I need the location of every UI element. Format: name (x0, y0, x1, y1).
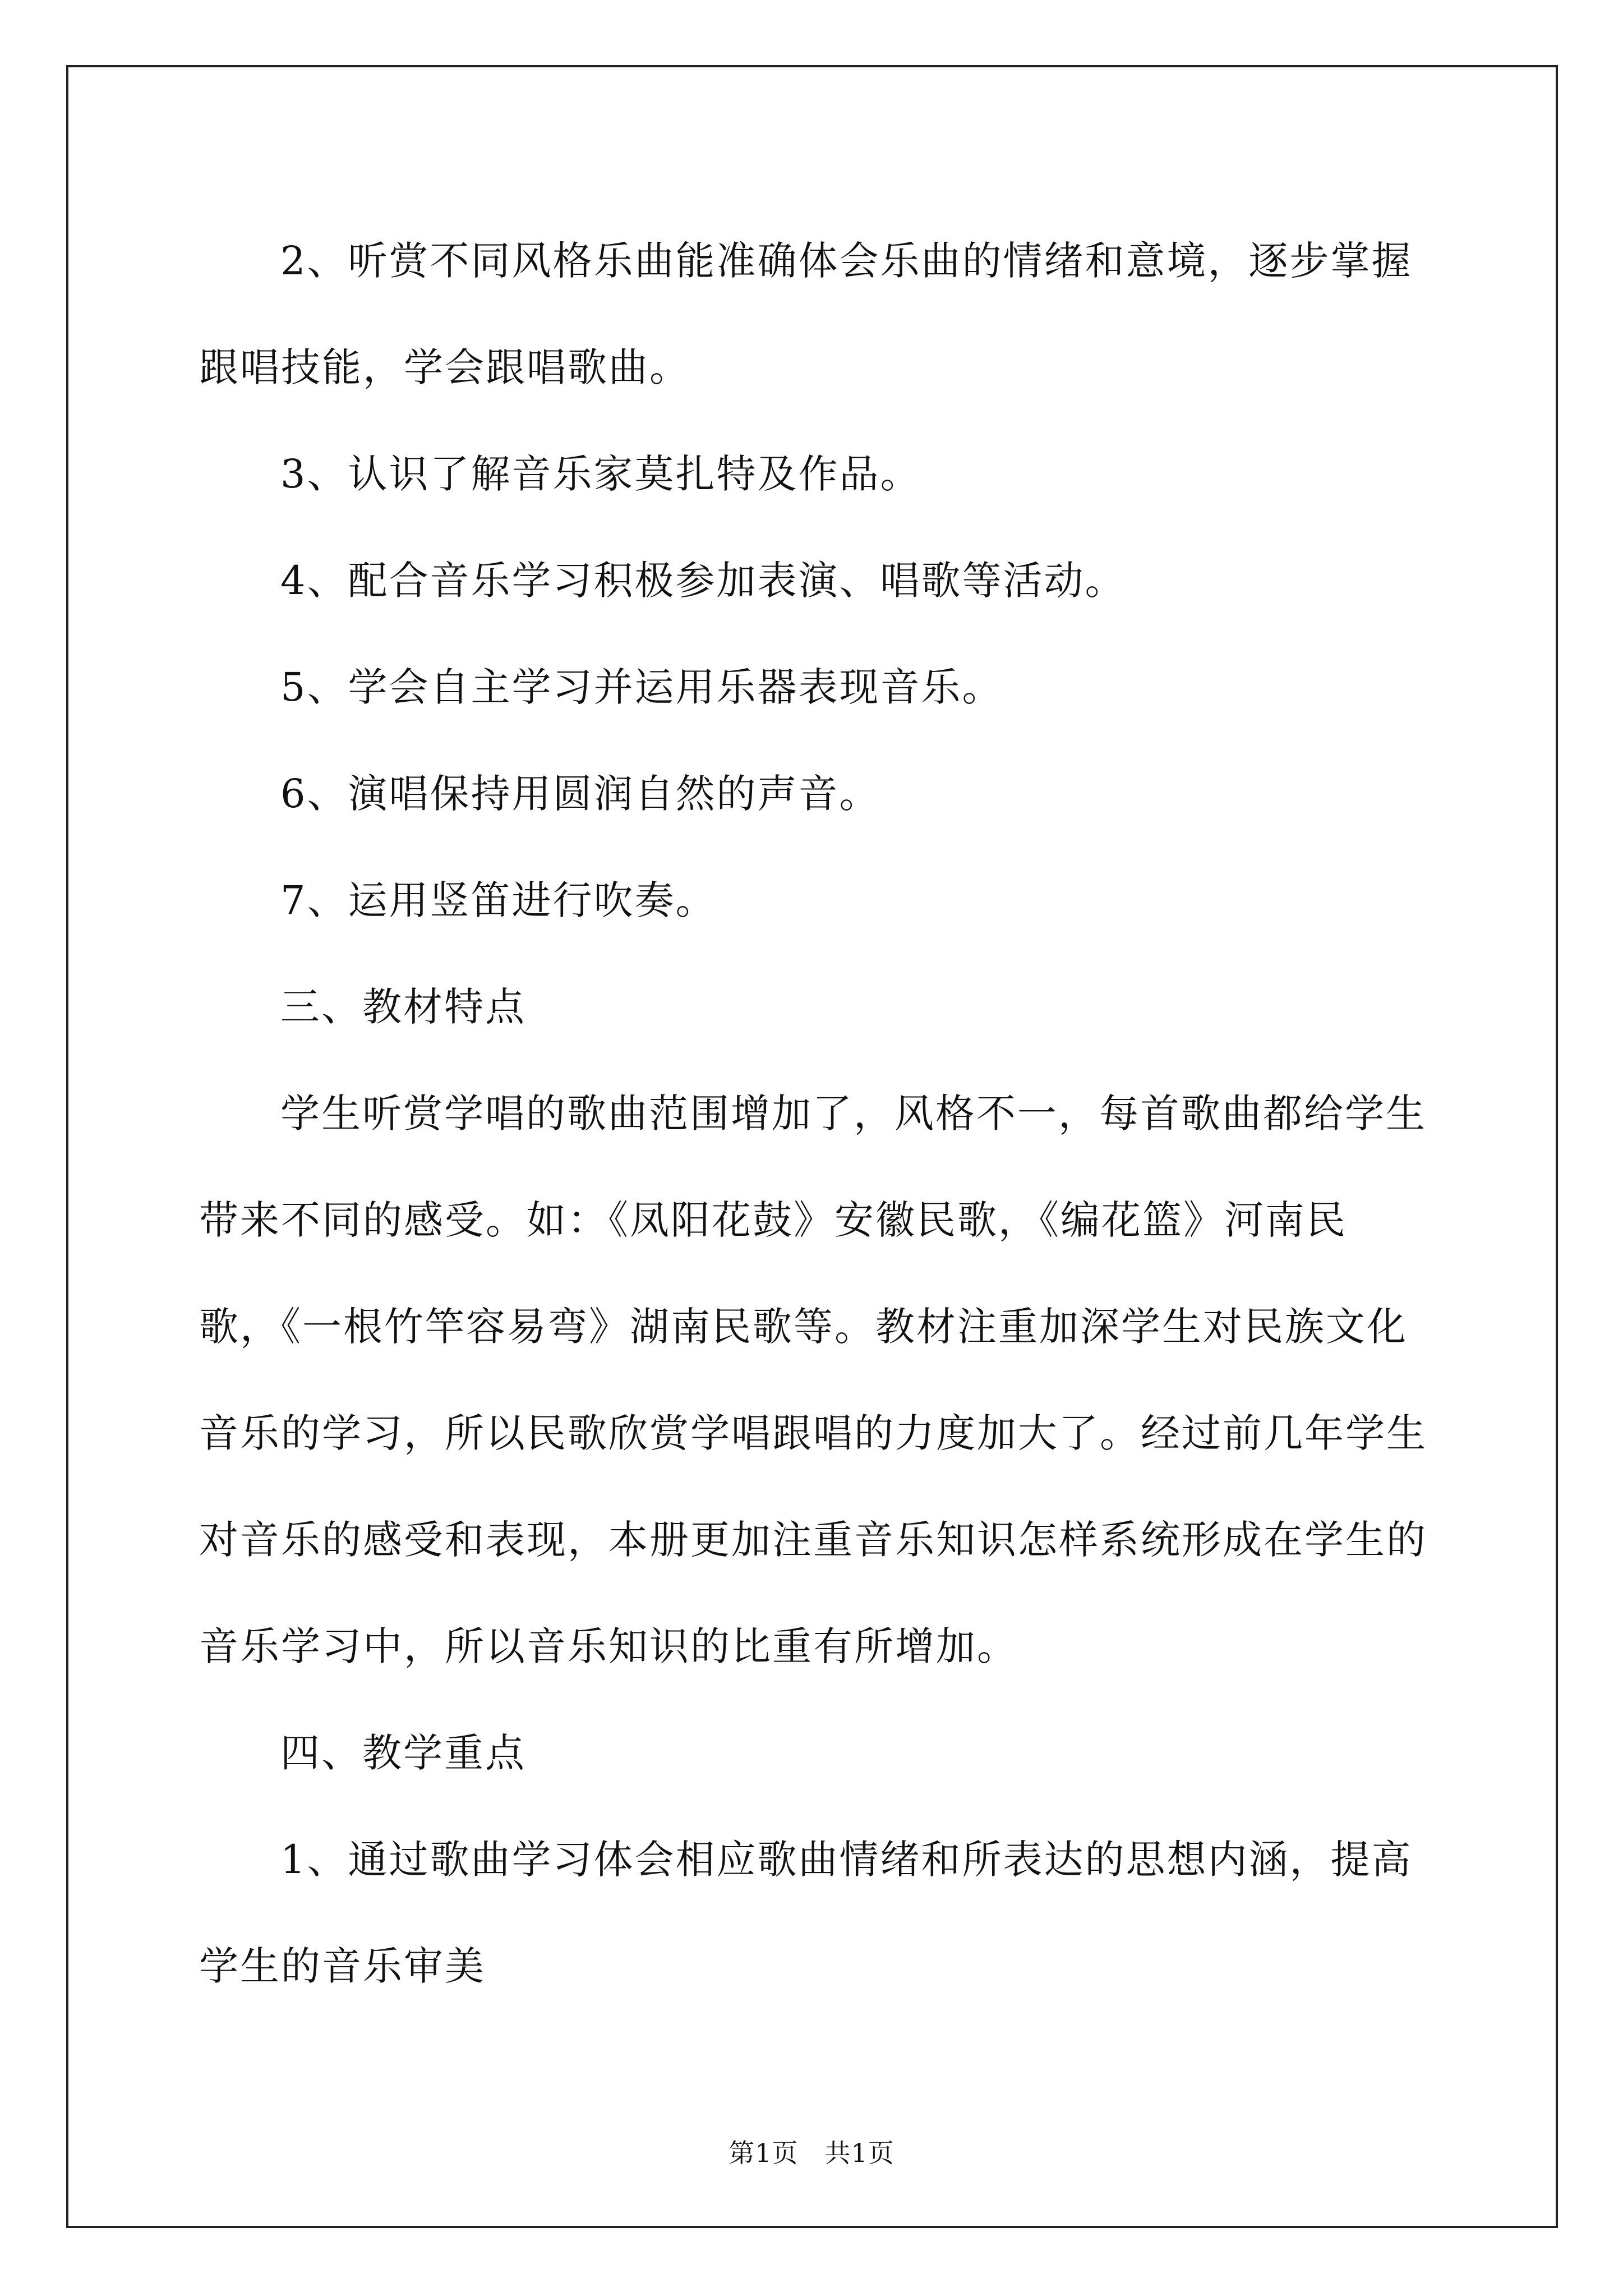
paragraph-textbook-features: 学生听赏学唱的歌曲范围增加了，风格不一，每首歌曲都给学生带来不同的感受。如：《凤阳花鼓》安徽民歌，《编花篮》河南民歌，《一根竹竿容易弯》湖南民歌等。教材注重加深学生对民族文化音乐的学习，所以民歌欣赏学唱跟唱的力度加大了。经过前几年学生对音乐的感受和表现，本册更加注重音乐知识怎样系统形成在学生的音乐学习中，所以音乐知识的比重有所增加。 (199, 1091, 1427, 1669)
page-footer: 第1页 共1页 (728, 2138, 895, 2168)
paragraph-objective-3: 3、认识了解音乐家莫扎特及作品。 (280, 451, 921, 497)
paragraph-teaching-focus-1: 1、通过歌曲学习体会相应歌曲情绪和所表达的思想内涵，提高学生的音乐审美 (199, 1837, 1413, 1989)
paragraph-objective-5: 5、学会自主学习并运用乐器表现音乐。 (280, 664, 1003, 710)
paragraph-objective-6: 6、演唱保持用圆润自然的声音。 (280, 771, 880, 817)
document-body (199, 208, 1427, 2019)
section-heading-textbook-features: 三、教材特点 (280, 984, 526, 1030)
paragraph-objective-2: 2、听赏不同风格乐曲能准确体会乐曲的情绪和意境，逐步掌握跟唱技能，学会跟唱歌曲。 (199, 238, 1413, 390)
section-heading-teaching-focus: 四、教学重点 (280, 1730, 526, 1776)
paragraph-objective-7: 7、运用竖笛进行吹奏。 (280, 877, 717, 923)
paragraph-objective-4: 4、配合音乐学习积极参加表演、唱歌等活动。 (280, 558, 1126, 604)
